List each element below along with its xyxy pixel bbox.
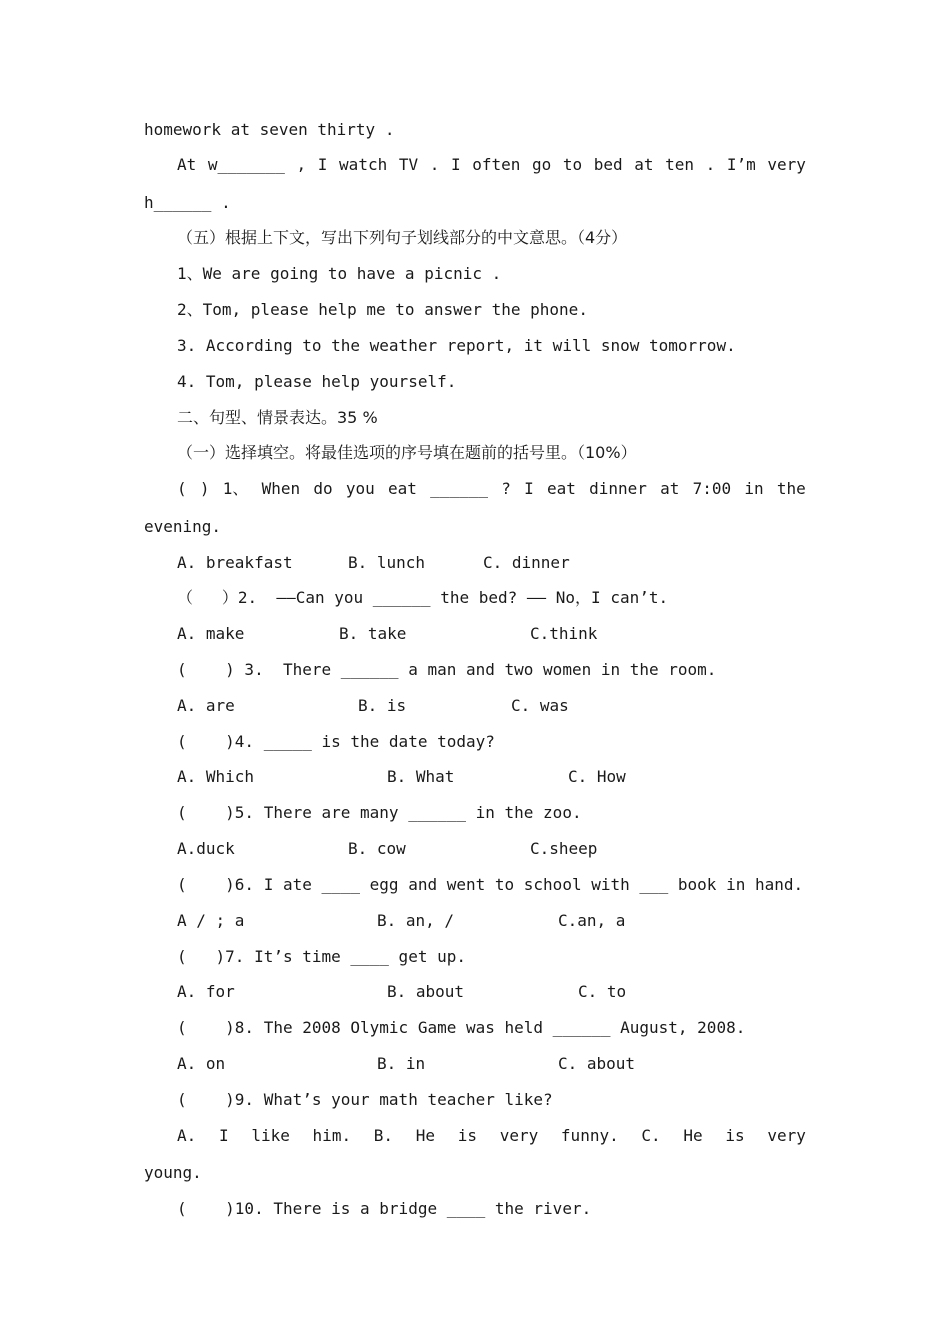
question-9-options-word: him. [312,1126,352,1145]
q6-option-a: A / ; a [177,911,245,930]
passage-line-2-word: at [634,155,654,174]
q5-option-c: C.sheep [530,839,598,858]
question-1-word: 7:00 [692,479,732,498]
passage-line-2-word: w_______ [207,155,285,174]
part5-item-4: 4. Tom, please help yourself. [177,372,457,391]
part5-item-3: 3. According to the weather report, it will snow tomorrow. [177,336,736,355]
question-6: ( )6. I ate ____ egg and went to school with ___ book in hand. [177,875,804,894]
q5-option-b: B. cow [348,839,406,858]
passage-line-2-word: . [705,155,716,174]
question-5: ( )5. There are many ______ in the zoo. [177,803,582,822]
question-1-word: I [524,479,534,498]
question-9-options-word: funny. [560,1126,619,1145]
passage-line-2-word: bed [593,155,623,174]
question-8: ( )8. The 2008 Olymic Game was held ______ August, 2008. [177,1018,746,1037]
q1-option-b: B. lunch [348,553,426,572]
question-9-options-word: is [457,1126,477,1145]
question-9-options-word: I [218,1126,229,1145]
q8-option-b: B. in [377,1054,426,1073]
question-1-word: dinner [589,479,647,498]
question-4: ( )4. _____ is the date today? [177,732,495,751]
question-9-options [177,1126,806,1146]
question-1-word: at [660,479,680,498]
passage-line-2-word: At [177,155,197,174]
q3-option-c: C. was [511,696,569,715]
passage-line-2-word: I [317,155,328,174]
q2-option-a: A. make [177,624,245,643]
q4-option-a: A. Which [177,767,255,786]
question-9-options-word: He [683,1126,703,1145]
question-1-word: do [313,479,333,498]
q2-option-b: B. take [339,624,407,643]
q4-option-c: C. How [568,767,626,786]
q4-option-b: B. What [387,767,455,786]
q7-option-c: C. to [578,982,627,1001]
q2-option-c: C.think [530,624,598,643]
part5-item-2: 2、Tom, please help me to answer the phone. [177,300,588,319]
q6-option-b: B. an, / [377,911,455,930]
q6-option-c: C.an, a [558,911,626,930]
question-10: ( )10. There is a bridge ____ the river. [177,1199,592,1218]
q3-option-b: B. is [358,696,407,715]
passage-line-2-word: to [562,155,583,174]
passage-line-2-word: go [531,155,552,174]
question-1-word: the [776,479,806,498]
question-9-options-word: very [499,1126,539,1145]
question-9-options-word: He [415,1126,436,1145]
question-1 [177,479,806,499]
part5-item-1: 1、We are going to have a picnic . [177,264,502,283]
q1-option-a: A. breakfast [177,553,293,572]
question-1-word: When [261,479,301,498]
passage-line-2-word: , [296,155,307,174]
question-1-word: ) [199,479,210,498]
question-9-options-word: very [767,1126,806,1145]
question-1-continued: evening. [144,517,222,536]
question-9-options-word: A. [177,1126,197,1145]
question-9-continued: young. [144,1163,202,1182]
passage-line-2-word: watch [339,155,388,174]
q5-option-a: A.duck [177,839,235,858]
passage-line-2-word: often [472,155,521,174]
passage-line-3: h______ . [144,193,231,212]
question-9-options-word: C. [641,1126,661,1145]
passage-line-2-word: I’m [726,155,756,174]
question-1-word: in [744,479,764,498]
question-2: （ ）2. ——Can you ______ the bed? —— No，I can’t. [177,588,669,607]
question-1-word: eat [388,479,417,498]
question-1-word: you [345,479,375,498]
q8-option-c: C. about [558,1054,636,1073]
passage-line-2-word: . [429,155,440,174]
passage-line-1: homework at seven thirty . [144,120,395,139]
question-1-word: ( [177,479,187,498]
question-1-word: eat [546,479,576,498]
question-1-word: ______ [430,479,488,498]
question-7: ( )7. It’s time ____ get up. [177,947,466,966]
question-9: ( )9. What’s your math teacher like? [177,1090,553,1109]
q1-option-c: C. dinner [483,553,570,572]
q3-option-a: A. are [177,696,235,715]
question-1-word: ? [501,479,511,498]
part5-heading: （五）根据上下文，写出下列句子划线部分的中文意思。（4分） [177,228,628,247]
question-9-options-word: like [251,1126,290,1145]
q7-option-b: B. about [387,982,465,1001]
section2-heading: 二、句型、情景表达。35 % [177,408,378,427]
question-1-word: 1、 [222,479,249,498]
passage-line-2-word: TV [398,155,419,174]
q7-option-a: A. for [177,982,235,1001]
question-3: ( ) 3. There ______ a man and two women in the room. [177,660,717,679]
question-9-options-word: is [725,1126,745,1145]
section2-sub-heading: （一）选择填空。将最佳选项的序号填在题前的括号里。（10%） [177,443,637,462]
passage-line-2-word: very [767,155,806,174]
passage-line-2-word: I [450,155,461,174]
passage-line-2 [177,155,806,175]
question-9-options-word: B. [373,1126,394,1145]
q8-option-a: A. on [177,1054,226,1073]
passage-line-2-word: ten [665,155,695,174]
